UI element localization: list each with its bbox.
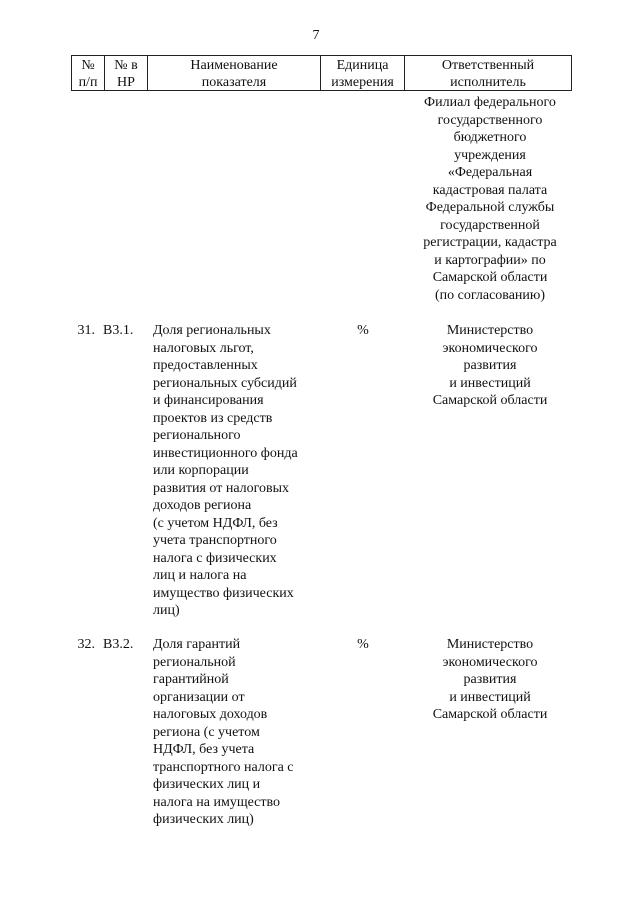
- header-unit-text: Единица измерения: [331, 58, 394, 90]
- row-32-responsible: Министерство экономического развития и инвестиций Самарской области: [432, 637, 548, 722]
- header-cell-code: [104, 55, 147, 91]
- header-num-text: № п/п: [78, 58, 98, 90]
- header-code-text: № в НР: [114, 58, 138, 90]
- header-cell-resp: [404, 55, 572, 91]
- header-cell-num: [71, 55, 104, 91]
- row-32-code: В3.2.: [103, 637, 134, 652]
- row-32-number: 32.: [77, 637, 95, 652]
- continuation-responsible: Филиал федерального государственного бюджетного учреждения «Федеральная кадастровая палата Федеральной службы государственной регистрации, кадастра и картографии» по Самарской области (по согласованию): [423, 95, 557, 303]
- row-31-indicator-name: Доля региональных налоговых льгот, предоставленных региональных субсидий и финансирования проектов из средств регионального инвестиционного фонда или корпорации развития от налоговых доходов региона (с учетом НДФЛ, без учета транспортного налога с физических лиц и налога на имущество физических лиц): [153, 323, 298, 618]
- row-32-indicator-name: Доля гарантий региональной гарантийной организации от налоговых доходов региона (с учетом НДФЛ, без учета транспортного налога с физических лиц и налога на имущество физических лиц): [153, 637, 294, 827]
- row-32-unit: %: [357, 637, 369, 652]
- row-31-code: В3.1.: [103, 323, 134, 338]
- row-31-responsible: Министерство экономического развития и инвестиций Самарской области: [432, 323, 548, 408]
- row-31-number: 31.: [77, 323, 95, 338]
- header-cell-name: [147, 55, 320, 91]
- row-31-unit: %: [357, 323, 369, 338]
- header-name-text: Наименование показателя: [190, 58, 278, 90]
- header-cell-unit: [320, 55, 404, 91]
- page-number: 7: [312, 28, 320, 43]
- header-resp-text: Ответственный исполнитель: [441, 58, 535, 90]
